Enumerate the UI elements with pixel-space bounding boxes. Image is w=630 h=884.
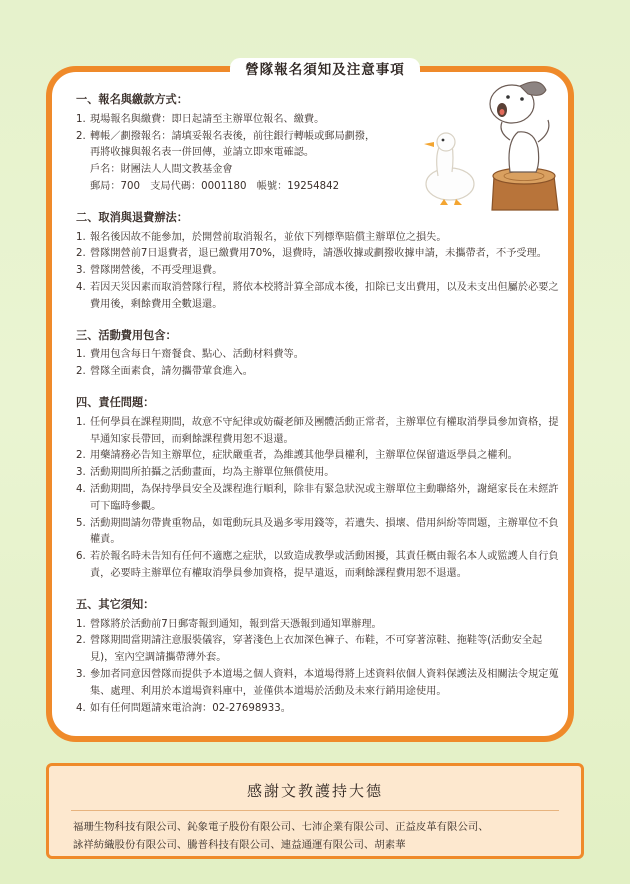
- list-item: 1. 任何學員在課程期間，故意不守紀律或妨礙老師及團體活動正常者，主辦單位有權取消學員參加資格，提早通知家長帶回，而剩餘課程費用恕不退還。: [76, 416, 559, 445]
- section-heading: 五、其它須知：: [76, 597, 155, 611]
- list-item: 2. 營隊全面素食，請勿攜帶葷食進入。: [76, 366, 253, 378]
- sponsor-line-2: 詠祥紡織股份有限公司、騰普科技有限公司、連益通運有限公司、胡素華: [73, 839, 406, 851]
- section-heading: 三、活動費用包含：: [76, 328, 177, 342]
- list-item: 2. 營隊期間當期請注意服裝儀容，穿著淺色上衣加深色褲子、布鞋，不可穿著涼鞋、拖鞋等(活動安全起見)，室內空調請攜帶薄外套。: [76, 635, 543, 664]
- list-item: 1. 費用包含每日午齋餐食、點心、活動材料費等。: [76, 349, 304, 361]
- section-refund: [76, 210, 566, 314]
- list-item: 郵局：700 支局代碼：0001180 帳號：19254842: [90, 180, 340, 192]
- section-responsibility: [76, 395, 566, 583]
- page-title: 營隊報名須知及注意事項: [230, 58, 420, 82]
- list-item: 6. 若於報名時未告知有任何不適應之症狀，以致造成教學或活動困擾，其責任概由報名本人或監護人自行負責，必要時主辦單位有權取消學員參加資格，提早遣返，而剩餘課程費用恕不退還。: [76, 551, 559, 579]
- sponsor-box: [46, 763, 584, 859]
- list-item: 戶名：財團法人人間文教基金會: [90, 164, 233, 176]
- section-fees: [76, 328, 566, 381]
- list-item: 2. 用藥請務必告知主辦單位，症狀嚴重者，為維護其他學員權利，主辦單位保留遣返學員之權利。: [76, 450, 518, 462]
- list-item: 3. 活動期間所拍攝之活動畫面，均為主辦單位無償使用。: [76, 467, 335, 479]
- sponsor-title: 感謝文教護持大德: [246, 782, 383, 800]
- list-item: 1. 報名後因故不能參加，於開營前取消報名，並依下列標準賠償主辦單位之損失。: [76, 231, 447, 243]
- divider: [71, 810, 559, 811]
- notice-content: [76, 92, 566, 731]
- section-heading: 四、責任問題：: [76, 395, 155, 409]
- sponsor-line-1: 福珊生物科技有限公司、鈊象電子股份有限公司、七沛企業有限公司、正益皮革有限公司、: [73, 821, 489, 833]
- section-heading: 二、取消與退費辦法：: [76, 210, 188, 224]
- list-item: 4. 若因天災因素而取消營隊行程，將依本校將計算全部成本後，扣除已支出費用，以及未支出但屬於必要之費用後，剩餘費用全數退還。: [76, 281, 559, 310]
- list-item: 再將收據與報名表一併回傳，並請立即來電確認。: [90, 147, 315, 159]
- list-item: 3. 參加者同意因營隊而提供予本道場之個人資料，本道場得將上述資料依個人資料保護法及相關法令規定蒐集、處理、利用於本道場資料庫中，並僅供本道場於活動及未來行銷用途使用。: [76, 668, 559, 697]
- list-item: 1. 營隊將於活動前7日郵寄報到通知，報到當天憑報到通知單辦理。: [76, 618, 382, 630]
- section-registration: [76, 92, 566, 196]
- section-other: [76, 597, 566, 718]
- list-item: 5. 活動期間請勿帶貴重物品，如電動玩具及過多零用錢等，若遺失、損壞、借用糾紛等問題，主辦單位不負權責。: [76, 517, 559, 546]
- list-item: 2. 轉帳／劃撥報名：請填妥報名表後，前往銀行轉帳或郵局劃撥，: [76, 130, 376, 142]
- list-item: 1. 現場報名與繳費：即日起請至主辦單位報名、繳費。: [76, 113, 325, 125]
- list-item: 2. 營隊開營前7日退費者，退已繳費用70%，退費時，請憑收據或劃撥收據申請，未攜帶者，不予受理。: [76, 248, 547, 260]
- list-item: 3. 營隊開營後，不再受理退費。: [76, 265, 223, 277]
- list-item: 4. 如有任何問題請來電洽詢：02-27698933。: [76, 702, 291, 714]
- section-heading: 一、報名與繳款方式：: [76, 93, 188, 106]
- list-item: 4. 活動期間，為保持學員安全及課程進行順利，除非有緊急狀況或主辦單位主動聯絡外，謝絕家長在未經許可下臨時參觀。: [76, 483, 559, 512]
